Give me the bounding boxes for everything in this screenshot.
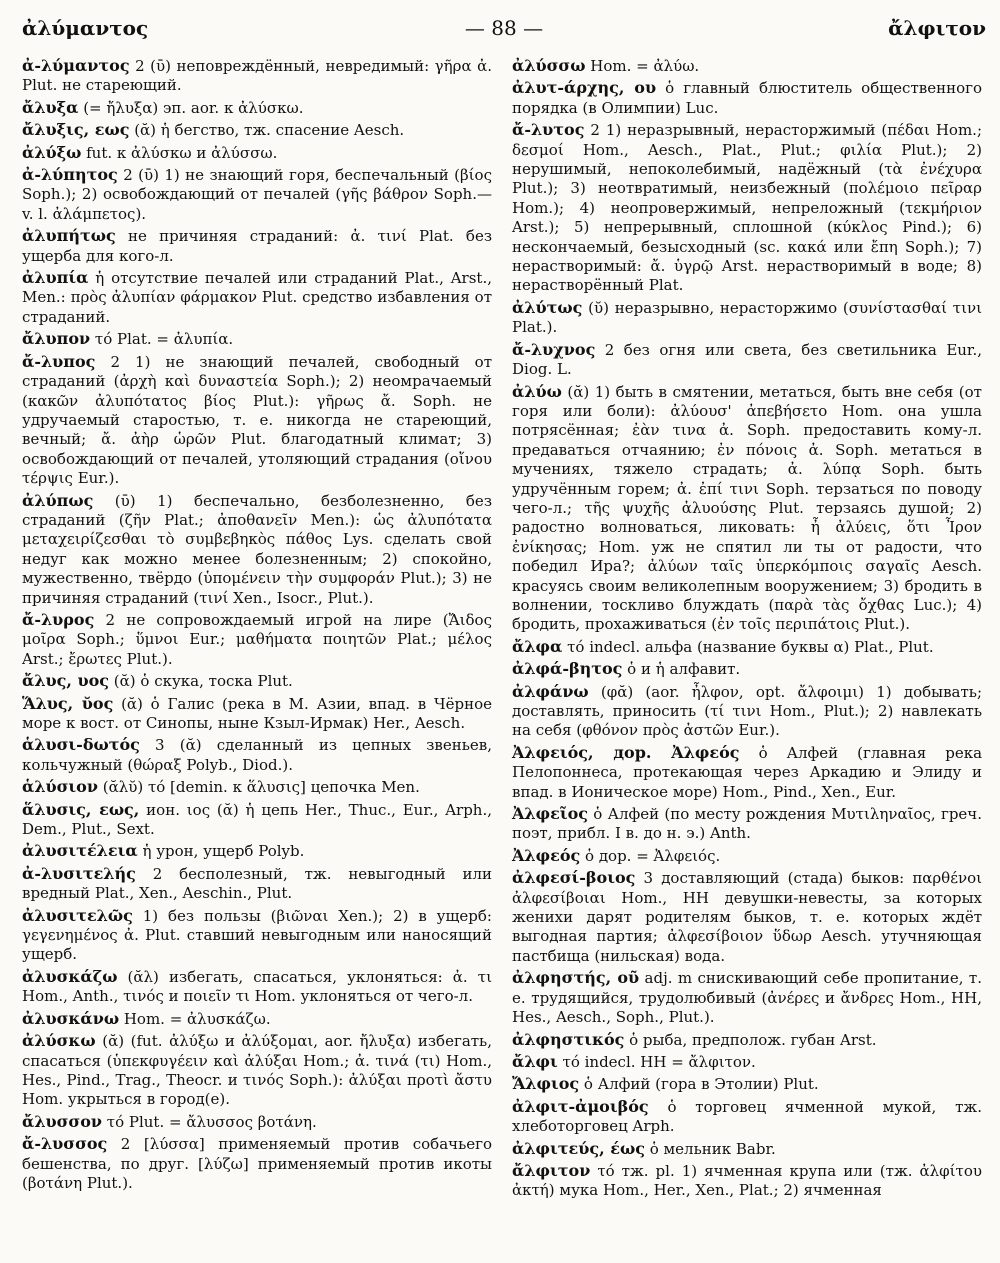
entry-definition: 1) без пользы (βιῶναι Xen.); 2) в ущерб: γεγενημένος ἀ. Plut. ставший невыгодным или наносящий ущерб. <box>22 906 492 964</box>
dictionary-entry <box>22 610 492 669</box>
entry-headword: ἀ-λύμαντος <box>22 56 130 75</box>
dictionary-entry <box>512 659 982 679</box>
dictionary-entry <box>22 1134 492 1193</box>
dictionary-entry <box>22 491 492 608</box>
dictionary-entry <box>512 382 982 635</box>
dictionary-entry <box>512 1052 982 1072</box>
entry-definition: ὁ дор. = Ἀλφειός. <box>580 846 721 865</box>
entry-definition: 2 без огня или света, без светильника Eur., Diog. L. <box>512 340 982 379</box>
entry-headword: ἄλφιτον <box>512 1160 591 1180</box>
page-number: — 88 — <box>464 16 544 40</box>
dictionary-entry <box>22 56 492 96</box>
entry-headword: ἀλυτ-άρχης, ου <box>512 78 657 98</box>
entry-definition: Hom. = ἀλυσκάζω. <box>119 1009 271 1028</box>
entry-definition: ὁ мельник Babr. <box>644 1139 776 1158</box>
entry-definition: 2 бесполезный, тж. невыгодный или вредный Plat., Xen., Aeschin., Plut. <box>22 864 492 903</box>
dictionary-entry <box>22 841 492 861</box>
right-column <box>512 56 982 1203</box>
entry-headword: ἄλυς, υος <box>22 671 110 691</box>
dictionary-entry <box>512 78 982 118</box>
header-last-word: ἄλφιτον <box>888 16 986 40</box>
dictionary-entry <box>22 864 492 904</box>
dictionary-entry <box>512 868 982 966</box>
entry-definition: 3 (ᾰ) сделанный из цепных звеньев, кольчужный (θώραξ Polyb., Diod.). <box>22 736 492 774</box>
entry-headword: ἀλυσκάζω <box>22 966 118 986</box>
entry-headword: ἀλφηστής, οῦ <box>512 968 640 988</box>
entry-headword: ἄλυξις, εως <box>22 120 130 140</box>
dictionary-entry <box>22 735 492 775</box>
entry-headword: ἄ-λυτος <box>512 120 585 140</box>
entry-headword: ἁλύσιον <box>22 777 98 797</box>
entry-headword: ἀλυσκάνω <box>22 1008 120 1028</box>
entry-definition: τό Plut. = ἄλυσσος βοτάνη. <box>102 1112 317 1131</box>
entry-definition: ὁ и ἡ алфавит. <box>622 660 741 679</box>
dictionary-entry <box>512 1139 982 1159</box>
entry-definition: (ᾰ) 1) быть в смятении, метаться, быть вне себя (от горя или боли): ἀλύουσ' ἀπεβήσετο Hom. она ушла потрясённая; ἐὰν τινα ἀ. Soph. предоставить кому-л. предаваться отчаянию; ἐν πόνοις ἀ. Soph. метаться в мучениях, тяжело страдать; ἀ. λύπᾳ Soph. быть удручённым горем; ἀ. ἐπί τινι Soph. терзаться по поводу чего-л.; τῆς ψυχῆς ἀλυούσης Plut. терзаясь душой; 2) радостно волноваться, ликовать: ἦ ἀλύεις, ὅτι Ἶρον ἐνίκησας; Hom. уж не спятил ли ты от радости, что победил Ира?; ἀλύων ταῖς ὑπερκόμποις σαγαῖς Aesch. красуясь своим великолепным вооружением; 3) бродить в волнении, тоскливо блуждать (παρὰ τὰς ὄχθας Luc.); 4) бродить, прохаживаться (ἐν τοῖς περιπάτοις Plut.). <box>512 382 982 634</box>
entry-headword: ἄ-λυρος <box>22 609 95 629</box>
entry-headword: ἀλύσσω <box>512 56 586 75</box>
entry-definition: fut. к ἀλύσκω и ἀλύσσω. <box>81 143 278 162</box>
entry-definition: 2 1) неразрывный, нерасторжимый (πέδαι Hom.; δεσμοί Hom., Aesch., Plat., Plut.; φιλία Plut.); 2) нерушимый, непоколебимый, надёжный (τὰ ἐνέχυρα Plut.); 3) неотвратимый, неизбежный (πολέμοιο πεῖραρ Hom.); 4) неопровержимый, непреложный (τεκμήριον Arst.); 5) непрерывный, сплошной (κύκλος Pind.); 6) нескончаемый, безысходный (sc. κακά или ἔπη Soph.); 7) нерастворимый: ἄ. ὑγρῷ Arst. нерастворимый в воде; 8) нерастворённый Plat. <box>512 121 982 295</box>
entry-headword: ἀλυπήτως <box>22 226 116 246</box>
dictionary-entry <box>22 226 492 266</box>
dictionary-entry <box>22 967 492 1007</box>
entry-definition: (ᾰ) ὁ Галис (река в М. Азии, впад. в Чёрное море к вост. от Синопы, ныне Кзыл-Ирмак) Her., Aesch. <box>22 694 492 732</box>
entry-headword: Ἅλυς, ῠος <box>22 693 114 713</box>
header-first-word: ἀλύμαντος <box>22 16 149 40</box>
dictionary-entry <box>512 340 982 380</box>
entry-headword: ἄλφα <box>512 636 563 656</box>
dictionary-entry <box>512 56 982 76</box>
dictionary-entry <box>22 165 492 224</box>
entry-definition: (ῠ) неразрывно, нерасторжимо (συνίστασθαί τινι Plat.). <box>512 298 982 337</box>
entry-headword: Ἄλφιος <box>512 1074 580 1094</box>
entry-headword: ἀλύξω <box>22 142 82 162</box>
entry-headword: ἅλυσις, εως, <box>22 799 140 819</box>
entry-headword: ἀλφά-βητος <box>512 659 623 679</box>
entry-headword: ἀλύπως <box>22 490 94 510</box>
entry-headword: ἀλυσιτέλεια <box>22 841 138 861</box>
entry-headword: ἄλφι <box>512 1051 558 1071</box>
entry-definition: (ῡ) 1) беспечально, безболезненно, без страданий (ζῆν Plat.; ἀποθανεῖν Men.): ὡς ἀλυπότατα μεταχειρίζεσθαι τὸ συμβεβηκὸς πάθος Lys. сделать свой недуг как можно менее болезненным; 2) спокойно, мужественно, твёрдо (ὑπομένειν τὴν συμφοράν Plut.); 3) не причиняя страданий (τινί Xen., Isocr., Plut.). <box>22 491 492 607</box>
dictionary-entry <box>22 777 492 797</box>
dictionary-entry <box>22 120 492 140</box>
entry-definition: 2 не сопровождаемый игрой на лире (Ἄιδος μοῖρα Soph.; ὕμνοι Eur.; μαθήματα ποιητῶν Plat.; μέλος Arst.; ἔρωτες Plut.). <box>22 610 492 668</box>
entry-definition: 2 [λύσσα] применяемый против собачьего бешенства, по друг. [λύζω] применяемый против икоты (βοτάνη Plut.). <box>22 1135 492 1192</box>
dictionary-entry <box>512 120 982 296</box>
entry-definition: Hom. = ἀλύω. <box>585 57 700 75</box>
entry-headword: Ἀλφεῖος <box>512 804 588 824</box>
entry-definition: ὁ главный блюститель общественного порядка (в Олимпии) Luc. <box>512 79 982 117</box>
dictionary-entry <box>512 968 982 1027</box>
entry-headword: ἀ-λυσιτελής <box>22 863 136 883</box>
dictionary-entry <box>512 846 982 866</box>
entry-headword: ἄ-λυπος <box>22 351 96 371</box>
dictionary-entry <box>22 906 492 965</box>
entry-headword: ἀλφηστικός <box>512 1029 625 1049</box>
entry-definition: adj. m снискивающий себе пропитание, т. е. трудящийся, трудолюбивый (ἀνέρες и ἄνδρες Hom., HH, Hes., Aesch., Soph., Plut.). <box>512 969 982 1027</box>
entry-definition: (ᾰλῠ) τό [demin. к ἅλυσις] цепочка Men. <box>97 778 420 797</box>
dictionary-entry <box>512 298 982 338</box>
entry-definition: 2 (ῡ) неповреждённый, невредимый: γῆρα ἀ. Plut. не стареющий. <box>22 57 492 95</box>
entry-definition: не причиняя страданий: ἀ. τινί Plat. без ущерба для кого-л. <box>22 227 492 265</box>
entry-headword: ἀλύσκω <box>22 1031 96 1051</box>
entry-definition: τό Plat. = ἀλυπία. <box>90 330 234 349</box>
columns <box>22 56 986 1203</box>
entry-definition: ὁ рыба, предполож. губан Arst. <box>624 1030 877 1049</box>
dictionary-entry <box>22 352 492 489</box>
dictionary-entry <box>22 1112 492 1132</box>
entry-definition: ὁ Алфий (гора в Этолии) Plut. <box>579 1075 819 1094</box>
dictionary-entry <box>22 800 492 840</box>
dictionary-entry <box>512 682 982 741</box>
entry-headword: ἀ-λύπητος <box>22 165 118 185</box>
entry-definition: 2 (ῡ) 1) не знающий горя, беспечальный (βίος Soph.); 2) освобождающий от печалей (γῆς βάθρον Soph.—v. l. ἀλάμπετος). <box>22 166 492 223</box>
entry-headword: ἀλφάνω <box>512 681 589 701</box>
entry-headword: ἀλφιτ-ἀμοιβός <box>512 1096 649 1116</box>
dictionary-entry <box>22 98 492 118</box>
entry-headword: ἄ-λυσσος <box>22 1134 108 1154</box>
left-column <box>22 56 492 1203</box>
dictionary-entry <box>512 1074 982 1094</box>
dictionary-entry <box>512 1161 982 1201</box>
entry-definition: ион. ιος (ᾰ) ἡ цепь Her., Thuc., Eur., Arph., Dem., Plut., Sext. <box>22 800 493 839</box>
dictionary-entry <box>22 1031 492 1110</box>
entry-definition: τό indecl. альфа (название буквы α) Plat., Plut. <box>562 637 934 656</box>
dictionary-entry <box>512 1030 982 1050</box>
entry-definition: (ᾰλ) избегать, спасаться, уклоняться: ἀ. τι Hom., Anth., τινός и ποιεῖν τι Hom. уклоняться от чего-л. <box>22 967 492 1006</box>
entry-definition: ἡ урон, ущерб Polyb. <box>137 842 305 861</box>
dictionary-entry <box>512 743 982 802</box>
entry-headword: Ἀλφεός <box>512 845 581 865</box>
dictionary-entry <box>22 1009 492 1029</box>
dictionary-entry <box>512 637 982 657</box>
entry-definition: τό indecl. HH = ἄλφιτον. <box>557 1052 756 1071</box>
entry-definition: 2 1) не знающий печалей, свободный от страданий (ἀρχὴ καὶ δυναστεία Soph.); 2) неомрачаемый (κακῶν ἀλυπότατος βίος Plut.): γῆρως ἄ. Soph. не удручаемый старостью, т. е. никогда не стареющий, вечный; ἄ. ἀὴρ ὡρῶν Plut. благодатный климат; 3) освобождающий от печалей, утоляющий страдания (οἴνου τέρψις Eur.). <box>22 352 492 488</box>
entry-headword: ἄλυπον <box>22 329 91 349</box>
entry-headword: ἄλυσσον <box>22 1111 102 1131</box>
entry-definition: (φᾰ) (aor. ἦλφον, opt. ἄλφοιμι) 1) добывать; доставлять, приносить (τί τινι Hom., Plut.); 2) навлекать на себя (φθόνον πρὸς ἀστῶν Eur.). <box>512 682 982 740</box>
dictionary-entry <box>22 268 492 327</box>
dictionary-entry <box>22 143 492 163</box>
dictionary-entry <box>22 329 492 349</box>
dictionary-entry <box>22 671 492 691</box>
entry-definition: ὁ торговец ячменной мукой, тж. хлеботорговец Arph. <box>512 1097 982 1136</box>
dictionary-entry <box>22 694 492 734</box>
entry-definition: ὁ Алфей (главная река Пелопоннеса, протекающая через Аркадию и Элиду и впад. в Ионическое море) Hom., Pind., Xen., Eur. <box>512 743 983 801</box>
entry-definition: (ᾰ) ὁ скука, тоска Plut. <box>109 672 293 691</box>
entry-definition: 3 доставляющий (стада) быков: παρθένοι ἀλφεσίβοιαι Hom., HH девушки-невесты, за которых женихи дарят родителям быков, т. е. которых ждёт выгодная партия; ἀλφεσίβοιον ὕδωρ Aesch. утучняющая пастбища (нильская) вода. <box>512 869 982 965</box>
entry-definition: (ᾰ) ἡ бегство, тж. спасение Aesch. <box>129 121 405 140</box>
entry-headword: ἄ-λυχνος <box>512 339 596 359</box>
dictionary-entry <box>512 1097 982 1137</box>
entry-headword: Ἀλφειός, дор. Ἀλφεός <box>512 742 740 762</box>
entry-headword: ἀλυσιτελῶς <box>22 905 133 925</box>
dictionary-entry <box>512 804 982 844</box>
page-header <box>22 10 986 46</box>
entry-headword: ἀλφεσί-βοιος <box>512 868 636 888</box>
entry-headword: ἀλφιτεύς, έως <box>512 1138 645 1158</box>
entry-headword: ἀλυπία <box>22 268 89 288</box>
entry-headword: ἀλύτως <box>512 297 583 317</box>
entry-definition: ὁ Алфей (по месту рождения Μυτιληναῖος, греч. поэт, прибл. I в. до н. э.) Anth. <box>512 805 982 843</box>
entry-definition: ἡ отсутствие печалей или страданий Plat., Arst., Men.: πρὸς ἀλυπίαν φάρμακον Plut. средство избавления от страданий. <box>22 269 492 326</box>
entry-definition: τό тж. pl. 1) ячменная крупа или (тж. ἀλφίτου ἀκτή) мука Hom., Her., Xen., Plat.; 2) ячменная <box>512 1161 982 1200</box>
entry-definition: (ᾰ) (fut. ἀλύξω и ἀλύξομαι, aor. ἤλυξα) избегать, спасаться (ὑπεκφυγέειν καὶ ἀλύξαι Hom.; ἀ. τινά (τι) Hom., Hes., Pind., Trag., Theocr. и τινός Soph.): ἀλύξαι προτὶ ἄστυ Hom. укрыться в город(е). <box>22 1032 492 1109</box>
entry-headword: ἄλυξα <box>22 97 79 117</box>
entry-headword: ἁλυσι-δωτός <box>22 735 140 755</box>
entry-headword: ἀλύω <box>512 381 562 401</box>
entry-definition: (= ἤλυξα) эп. aor. к ἀλύσκω. <box>78 98 304 117</box>
